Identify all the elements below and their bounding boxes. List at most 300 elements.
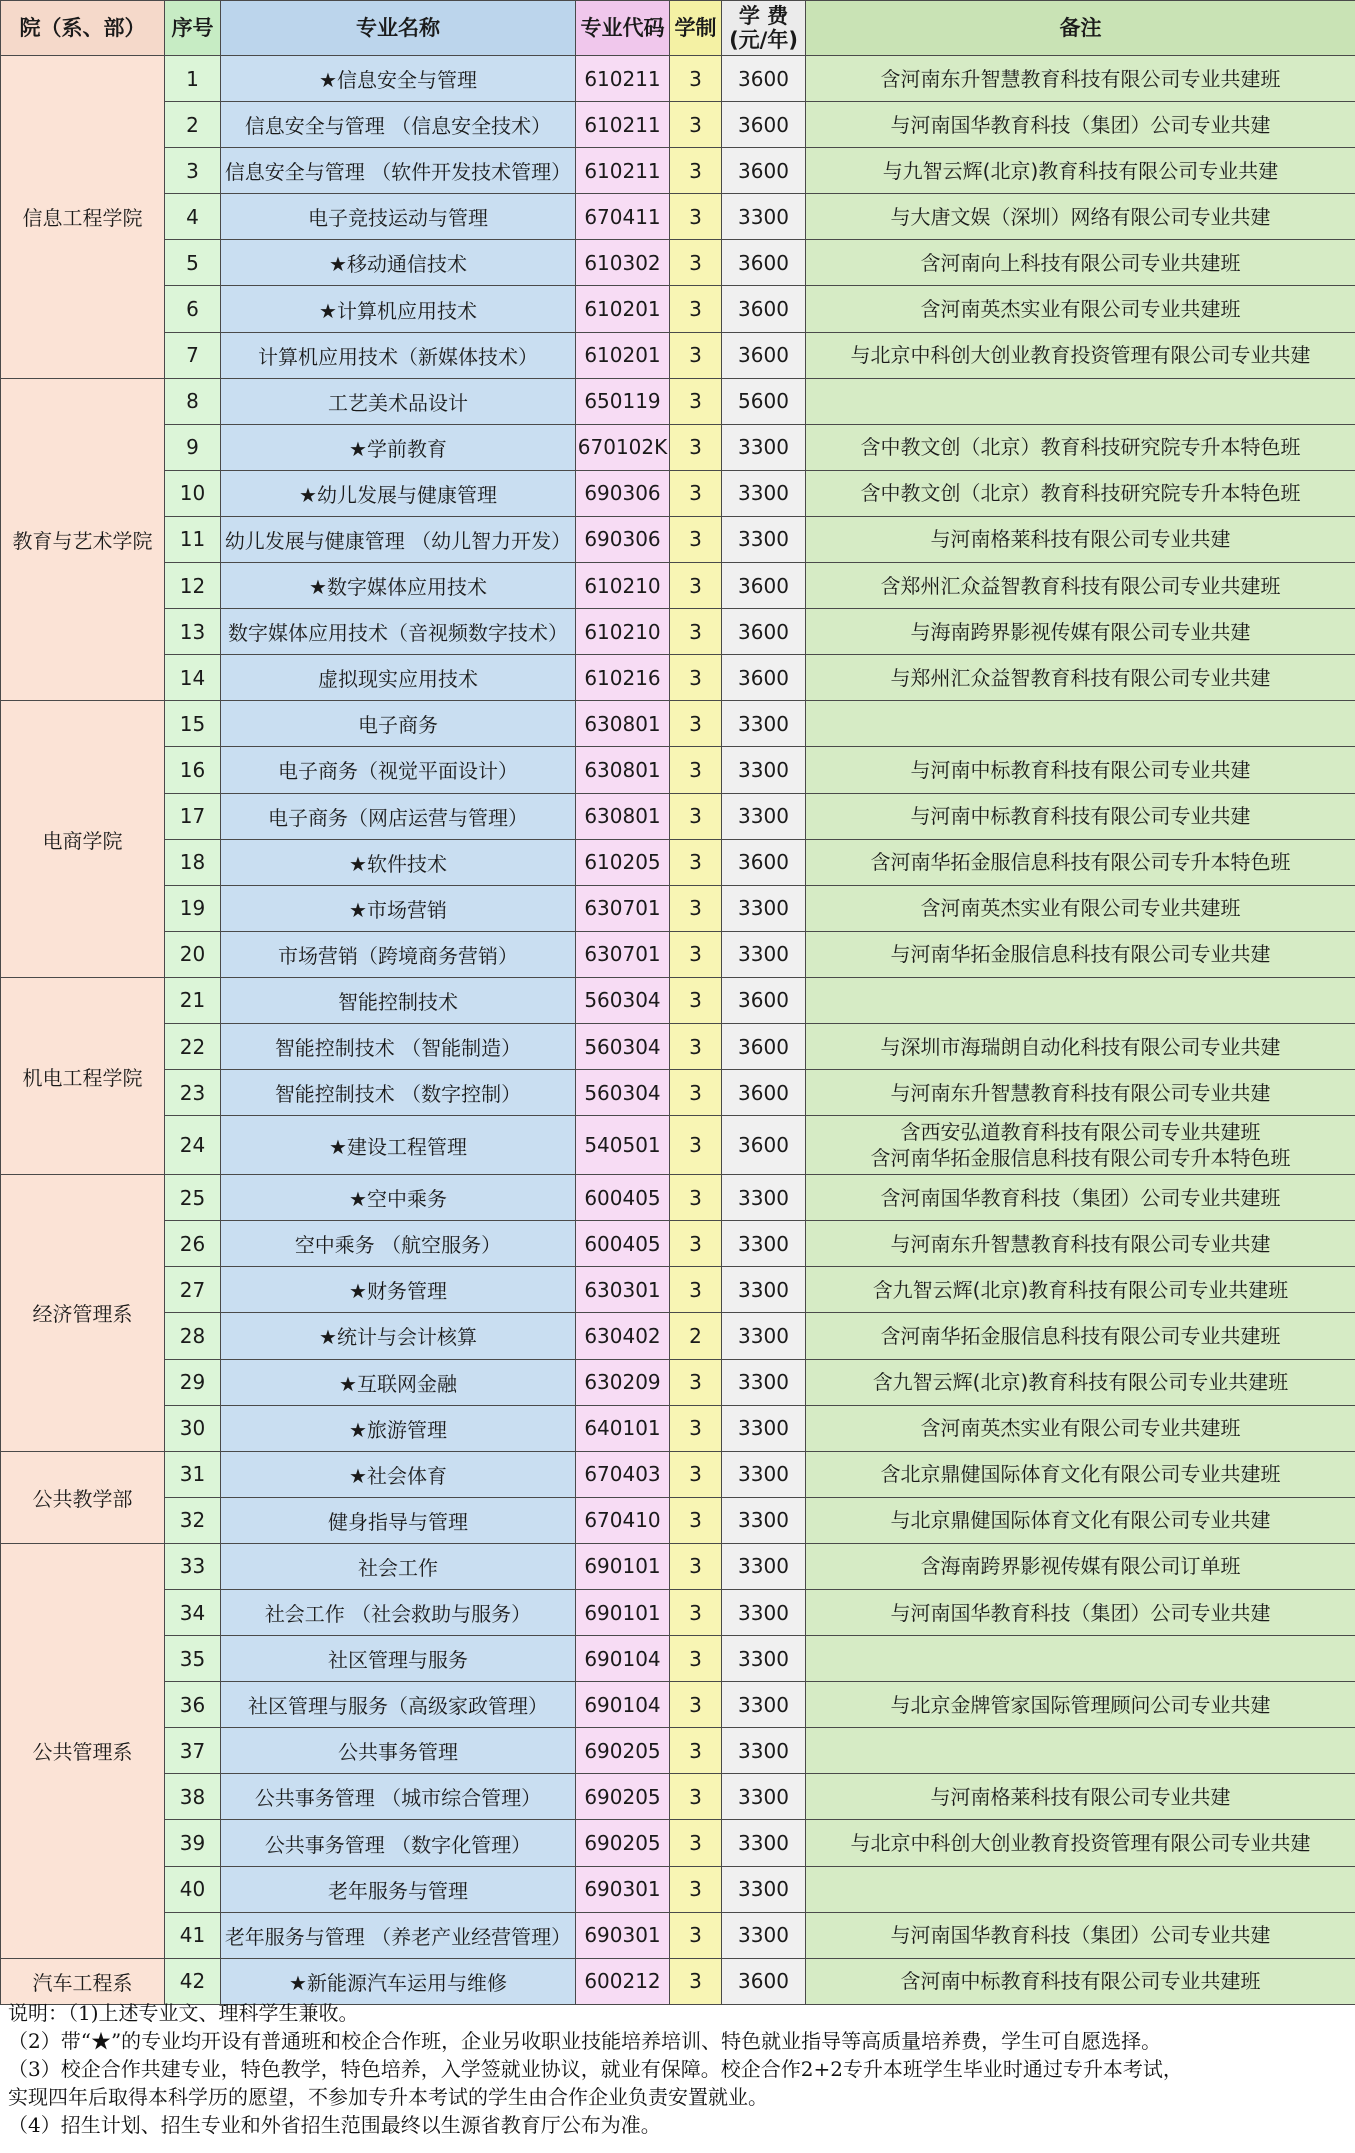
years-cell: 3	[670, 1912, 722, 1958]
note-cell	[806, 793, 1355, 839]
major-code-cell: 610302	[576, 240, 670, 286]
table-row	[1, 1405, 1355, 1451]
years-cell: 3	[670, 839, 722, 885]
major-name-cell: 智能控制技术	[221, 977, 576, 1023]
table-row	[1, 1497, 1355, 1543]
college-cell: 公共管理系	[1, 1543, 165, 1958]
seq-cell: 26	[165, 1221, 221, 1267]
table-row	[1, 655, 1355, 701]
seq-cell: 16	[165, 747, 221, 793]
note-text: 含海南跨界影视传媒有限公司订单班	[920, 1554, 1241, 1579]
note-cell	[806, 747, 1355, 793]
years-cell: 3	[670, 1543, 722, 1589]
major-code-cell: 610210	[576, 563, 670, 609]
major-name-cell: 电子竞技运动与管理	[221, 194, 576, 240]
seq-cell: 11	[165, 516, 221, 562]
seq-cell: 22	[165, 1023, 221, 1069]
note-cell	[806, 1682, 1355, 1728]
major-code-cell: 690301	[576, 1866, 670, 1912]
major-code-cell: 610201	[576, 332, 670, 378]
major-name-cell: 公共事务管理	[221, 1728, 576, 1774]
fee-cell: 3600	[722, 1023, 806, 1069]
fee-cell: 3600	[722, 286, 806, 332]
years-cell: 3	[670, 516, 722, 562]
fee-cell: 3600	[722, 332, 806, 378]
years-cell: 3	[670, 1023, 722, 1069]
major-code-cell: 690306	[576, 516, 670, 562]
table-row	[1, 286, 1355, 332]
note-text: 与河南国华教育科技（集团）公司专业共建	[890, 1923, 1271, 1948]
table-row	[1, 1543, 1355, 1589]
note-cell	[806, 1543, 1355, 1589]
note-text: 与深圳市海瑞朗自动化科技有限公司专业共建	[880, 1034, 1281, 1059]
years-cell: 3	[670, 1070, 722, 1116]
note-cell	[806, 1267, 1355, 1313]
fee-cell: 3600	[722, 977, 806, 1023]
fee-cell: 3300	[722, 1682, 806, 1728]
seq-cell: 40	[165, 1866, 221, 1912]
seq-cell: 31	[165, 1451, 221, 1497]
header-note: 备注	[806, 1, 1355, 56]
note-text: 含河南华拓金服信息科技有限公司专升本特色班	[870, 1146, 1291, 1171]
seq-cell: 14	[165, 655, 221, 701]
fee-cell: 3300	[722, 1175, 806, 1221]
fee-cell: 3600	[722, 1116, 806, 1175]
major-code-cell: 690104	[576, 1682, 670, 1728]
note-text: 含河南英杰实业有限公司专业共建班	[920, 297, 1241, 322]
note-text: 与北京金牌管家国际管理顾问公司专业共建	[890, 1692, 1271, 1717]
note-text: 与北京鼎健国际体育文化有限公司专业共建	[890, 1508, 1271, 1533]
major-name-cell: 信息安全与管理 （软件开发技术管理）	[221, 148, 576, 194]
seq-cell: 4	[165, 194, 221, 240]
note-cell	[806, 516, 1355, 562]
fee-cell: 3600	[722, 56, 806, 102]
major-name-cell: ★学前教育	[221, 424, 576, 470]
years-cell: 3	[670, 885, 722, 931]
note-text: 含中教文创（北京）教育科技研究院专升本特色班	[860, 435, 1301, 460]
seq-cell: 29	[165, 1359, 221, 1405]
note-line: （3）校企合作共建专业，特色教学，特色培养，入学签就业协议，就业有保障。校企合作2+2专升本班学生毕业时通过专升本考试，	[8, 2057, 1183, 2081]
table-row	[1, 931, 1355, 977]
fee-cell: 3300	[722, 194, 806, 240]
major-code-cell: 610211	[576, 56, 670, 102]
years-cell: 3	[670, 1451, 722, 1497]
college-cell: 经济管理系	[1, 1175, 165, 1452]
seq-cell: 13	[165, 609, 221, 655]
years-cell: 2	[670, 1313, 722, 1359]
major-name-cell: ★互联网金融	[221, 1359, 576, 1405]
major-code-cell: 640101	[576, 1405, 670, 1451]
note-text: 与海南跨界影视传媒有限公司专业共建	[910, 619, 1251, 644]
fee-cell: 3300	[722, 1820, 806, 1866]
years-cell: 3	[670, 1728, 722, 1774]
note-text: 含河南中标教育科技有限公司专业共建班	[900, 1969, 1261, 1994]
note-cell	[806, 1497, 1355, 1543]
note-cell	[806, 286, 1355, 332]
years-cell: 3	[670, 701, 722, 747]
note-text: 含河南向上科技有限公司专业共建班	[920, 250, 1241, 275]
note-cell	[806, 609, 1355, 655]
major-name-cell: 信息安全与管理 （信息安全技术）	[221, 102, 576, 148]
major-code-cell: 670403	[576, 1451, 670, 1497]
major-name-cell: ★空中乘务	[221, 1175, 576, 1221]
note-text: 含河南东升智慧教育科技有限公司专业共建班	[880, 66, 1281, 91]
fee-cell: 3300	[722, 1405, 806, 1451]
fee-cell: 3600	[722, 102, 806, 148]
major-code-cell: 690104	[576, 1636, 670, 1682]
seq-cell: 12	[165, 563, 221, 609]
table-row	[1, 1820, 1355, 1866]
fee-cell: 3300	[722, 470, 806, 516]
note-text: 与河南格莱科技有限公司专业共建	[930, 527, 1231, 552]
years-cell: 3	[670, 424, 722, 470]
fee-cell: 3300	[722, 1497, 806, 1543]
note-cell	[806, 1070, 1355, 1116]
major-name-cell: ★社会体育	[221, 1451, 576, 1497]
fee-cell: 3300	[722, 1313, 806, 1359]
header-name: 专业名称	[221, 1, 576, 56]
years-cell: 3	[670, 793, 722, 839]
table-row	[1, 56, 1355, 102]
table-row	[1, 148, 1355, 194]
note-text: 与河南格莱科技有限公司专业共建	[930, 1784, 1231, 1809]
note-line: （2）带“★”的专业均开设有普通班和校企合作班，企业另收职业技能培养培训、特色就业指导等高质量培养费，学生可自愿选择。	[8, 2029, 1162, 2053]
major-name-cell: 计算机应用技术（新媒体技术）	[221, 332, 576, 378]
major-code-cell: 600405	[576, 1175, 670, 1221]
table-row	[1, 194, 1355, 240]
major-code-cell: 610216	[576, 655, 670, 701]
note-text: 含九智云辉(北京)教育科技有限公司专业共建班	[872, 1370, 1289, 1395]
header-seq: 序号	[165, 1, 221, 56]
seq-cell: 21	[165, 977, 221, 1023]
note-cell	[806, 332, 1355, 378]
years-cell: 3	[670, 747, 722, 793]
seq-cell: 41	[165, 1912, 221, 1958]
note-line: （4）招生计划、招生专业和外省招生范围最终以生源省教育厅公布为准。	[8, 2113, 661, 2137]
seq-cell: 10	[165, 470, 221, 516]
note-text: 与河南东升智慧教育科技有限公司专业共建	[890, 1231, 1271, 1256]
major-name-cell: 智能控制技术 （智能制造）	[221, 1023, 576, 1069]
major-code-cell: 560304	[576, 977, 670, 1023]
major-code-cell: 690101	[576, 1590, 670, 1636]
years-cell: 3	[670, 1267, 722, 1313]
note-cell	[806, 885, 1355, 931]
seq-cell: 25	[165, 1175, 221, 1221]
major-code-cell: 690205	[576, 1774, 670, 1820]
table-row	[1, 1451, 1355, 1497]
major-name-cell: ★数字媒体应用技术	[221, 563, 576, 609]
major-code-cell: 630301	[576, 1267, 670, 1313]
major-name-cell: ★统计与会计核算	[221, 1313, 576, 1359]
major-name-cell: 数字媒体应用技术（音视频数字技术）	[221, 609, 576, 655]
table-row	[1, 1221, 1355, 1267]
fee-cell: 3300	[722, 1774, 806, 1820]
seq-cell: 38	[165, 1774, 221, 1820]
note-cell	[806, 1221, 1355, 1267]
table-row	[1, 1774, 1355, 1820]
fee-cell: 3300	[722, 1728, 806, 1774]
header-college: 院（系、部）	[1, 1, 165, 56]
table-row	[1, 747, 1355, 793]
note-text: 含河南英杰实业有限公司专业共建班	[920, 896, 1241, 921]
note-cell	[806, 1820, 1355, 1866]
major-name-cell: ★移动通信技术	[221, 240, 576, 286]
table-row	[1, 102, 1355, 148]
major-name-cell: 市场营销（跨境商务营销）	[221, 931, 576, 977]
years-cell: 3	[670, 1221, 722, 1267]
years-cell: 3	[670, 194, 722, 240]
major-name-cell: 幼儿发展与健康管理 （幼儿智力开发）	[221, 516, 576, 562]
seq-cell: 24	[165, 1116, 221, 1175]
header-years: 学制	[670, 1, 722, 56]
fee-cell: 3600	[722, 1070, 806, 1116]
major-code-cell: 690301	[576, 1912, 670, 1958]
fee-cell: 3300	[722, 1221, 806, 1267]
note-cell	[806, 240, 1355, 286]
note-text: 与九智云辉(北京)教育科技有限公司专业共建	[882, 158, 1279, 183]
major-code-cell: 630209	[576, 1359, 670, 1405]
seq-cell: 20	[165, 931, 221, 977]
years-cell: 3	[670, 470, 722, 516]
note-text: 含西安弘道教育科技有限公司专业共建班	[900, 1120, 1261, 1145]
note-cell	[806, 1636, 1355, 1682]
years-cell: 3	[670, 1116, 722, 1175]
fee-cell: 3300	[722, 516, 806, 562]
table-row	[1, 1313, 1355, 1359]
major-code-cell: 610201	[576, 286, 670, 332]
note-cell	[806, 1958, 1355, 2004]
note-text: 与北京中科创大创业教育投资管理有限公司专业共建	[850, 343, 1311, 368]
fee-cell: 3600	[722, 148, 806, 194]
years-cell: 3	[670, 1590, 722, 1636]
note-line: 说明：（1)上述专业文、理科学生兼收。	[8, 2001, 359, 2025]
major-code-cell: 560304	[576, 1023, 670, 1069]
major-name-cell: ★信息安全与管理	[221, 56, 576, 102]
seq-cell: 34	[165, 1590, 221, 1636]
college-cell: 公共教学部	[1, 1451, 165, 1543]
seq-cell: 33	[165, 1543, 221, 1589]
fee-cell: 3300	[722, 747, 806, 793]
major-code-cell: 690101	[576, 1543, 670, 1589]
table-row	[1, 1728, 1355, 1774]
table-row	[1, 378, 1355, 424]
note-cell	[806, 102, 1355, 148]
table-row	[1, 240, 1355, 286]
note-cell	[806, 1451, 1355, 1497]
fee-cell: 3300	[722, 793, 806, 839]
note-text: 与郑州汇众益智教育科技有限公司专业共建	[890, 665, 1271, 690]
years-cell: 3	[670, 609, 722, 655]
seq-cell: 39	[165, 1820, 221, 1866]
note-cell	[806, 1175, 1355, 1221]
note-text: 含中教文创（北京）教育科技研究院专升本特色班	[860, 481, 1301, 506]
note-text: 含郑州汇众益智教育科技有限公司专业共建班	[880, 573, 1281, 598]
note-text: 与河南中标教育科技有限公司专业共建	[910, 804, 1251, 829]
years-cell: 3	[670, 1175, 722, 1221]
major-code-cell: 630801	[576, 747, 670, 793]
note-cell	[806, 470, 1355, 516]
fee-cell: 3300	[722, 1636, 806, 1682]
fee-cell: 3600	[722, 1958, 806, 2004]
note-text: 含河南华拓金服信息科技有限公司专升本特色班	[870, 850, 1291, 875]
fee-cell: 3600	[722, 655, 806, 701]
note-cell	[806, 1590, 1355, 1636]
major-name-cell: ★软件技术	[221, 839, 576, 885]
years-cell: 3	[670, 931, 722, 977]
table-row	[1, 563, 1355, 609]
fee-cell: 3600	[722, 240, 806, 286]
years-cell: 3	[670, 655, 722, 701]
seq-cell: 2	[165, 102, 221, 148]
note-cell	[806, 701, 1355, 747]
major-name-cell: 公共事务管理 （数字化管理）	[221, 1820, 576, 1866]
major-name-cell: 电子商务	[221, 701, 576, 747]
major-code-cell: 690205	[576, 1728, 670, 1774]
major-name-cell: ★旅游管理	[221, 1405, 576, 1451]
years-cell: 3	[670, 1497, 722, 1543]
college-cell: 信息工程学院	[1, 56, 165, 379]
major-code-cell: 650119	[576, 378, 670, 424]
note-cell	[806, 148, 1355, 194]
years-cell: 3	[670, 286, 722, 332]
years-cell: 3	[670, 1866, 722, 1912]
table-row	[1, 1866, 1355, 1912]
years-cell: 3	[670, 1359, 722, 1405]
major-name-cell: 健身指导与管理	[221, 1497, 576, 1543]
fee-cell: 3300	[722, 931, 806, 977]
fee-cell: 3600	[722, 563, 806, 609]
major-name-cell: 工艺美术品设计	[221, 378, 576, 424]
college-cell: 电商学院	[1, 701, 165, 978]
note-text: 与北京中科创大创业教育投资管理有限公司专业共建	[850, 1831, 1311, 1856]
header-fee: 学 费 (元/年)	[722, 1, 806, 56]
note-text: 含九智云辉(北京)教育科技有限公司专业共建班	[872, 1277, 1289, 1302]
note-cell	[806, 1728, 1355, 1774]
note-cell	[806, 931, 1355, 977]
header-code: 专业代码	[576, 1, 670, 56]
table-row	[1, 1359, 1355, 1405]
major-code-cell: 670102K	[576, 424, 670, 470]
table-row	[1, 885, 1355, 931]
years-cell: 3	[670, 1774, 722, 1820]
seq-cell: 18	[165, 839, 221, 885]
major-code-cell: 630402	[576, 1313, 670, 1359]
major-code-cell: 630801	[576, 701, 670, 747]
major-name-cell: ★市场营销	[221, 885, 576, 931]
fee-cell: 3300	[722, 1912, 806, 1958]
seq-cell: 23	[165, 1070, 221, 1116]
years-cell: 3	[670, 378, 722, 424]
major-code-cell: 560304	[576, 1070, 670, 1116]
fee-cell: 3300	[722, 1359, 806, 1405]
table-row	[1, 1116, 1355, 1175]
table-row	[1, 424, 1355, 470]
seq-cell: 17	[165, 793, 221, 839]
table-row	[1, 516, 1355, 562]
major-code-cell: 630701	[576, 931, 670, 977]
note-text: 与河南中标教育科技有限公司专业共建	[910, 757, 1251, 782]
note-cell	[806, 194, 1355, 240]
major-code-cell: 610211	[576, 148, 670, 194]
major-code-cell: 600212	[576, 1958, 670, 2004]
college-cell: 教育与艺术学院	[1, 378, 165, 701]
note-text: 与河南东升智慧教育科技有限公司专业共建	[890, 1080, 1271, 1105]
note-cell	[806, 56, 1355, 102]
seq-cell: 1	[165, 56, 221, 102]
table-row	[1, 977, 1355, 1023]
years-cell: 3	[670, 56, 722, 102]
note-cell	[806, 1116, 1355, 1175]
note-cell	[806, 977, 1355, 1023]
major-code-cell: 690205	[576, 1820, 670, 1866]
table-row	[1, 609, 1355, 655]
fee-cell: 3300	[722, 424, 806, 470]
note-cell	[806, 839, 1355, 885]
note-cell	[806, 1313, 1355, 1359]
major-name-cell: ★计算机应用技术	[221, 286, 576, 332]
table-row	[1, 1267, 1355, 1313]
major-name-cell: ★建设工程管理	[221, 1116, 576, 1175]
note-text: 含河南华拓金服信息科技有限公司专业共建班	[880, 1323, 1281, 1348]
seq-cell: 37	[165, 1728, 221, 1774]
header-row	[1, 1, 1355, 56]
major-name-cell: 空中乘务 （航空服务）	[221, 1221, 576, 1267]
table-row	[1, 1912, 1355, 1958]
years-cell: 3	[670, 240, 722, 286]
fee-cell: 3600	[722, 839, 806, 885]
seq-cell: 7	[165, 332, 221, 378]
major-name-cell: 社会工作 （社会救助与服务）	[221, 1590, 576, 1636]
years-cell: 3	[670, 1820, 722, 1866]
table-row	[1, 1590, 1355, 1636]
fee-cell: 3300	[722, 1267, 806, 1313]
years-cell: 3	[670, 1405, 722, 1451]
note-line: 实现四年后取得本科学历的愿望，不参加专升本考试的学生由合作企业负责安置就业。	[8, 2085, 768, 2109]
major-code-cell: 630701	[576, 885, 670, 931]
years-cell: 3	[670, 1682, 722, 1728]
years-cell: 3	[670, 1636, 722, 1682]
major-code-cell: 610205	[576, 839, 670, 885]
major-name-cell: 电子商务（网店运营与管理）	[221, 793, 576, 839]
major-name-cell: 老年服务与管理	[221, 1866, 576, 1912]
seq-cell: 32	[165, 1497, 221, 1543]
major-name-cell: 社会工作	[221, 1543, 576, 1589]
major-code-cell: 630801	[576, 793, 670, 839]
table-row	[1, 1023, 1355, 1069]
seq-cell: 30	[165, 1405, 221, 1451]
years-cell: 3	[670, 332, 722, 378]
seq-cell: 8	[165, 378, 221, 424]
note-cell	[806, 378, 1355, 424]
seq-cell: 9	[165, 424, 221, 470]
fee-cell: 3300	[722, 1451, 806, 1497]
note-cell	[806, 1405, 1355, 1451]
major-name-cell: 智能控制技术 （数字控制）	[221, 1070, 576, 1116]
note-text: 与河南国华教育科技（集团）公司专业共建	[890, 1600, 1271, 1625]
note-text: 与河南华拓金服信息科技有限公司专业共建	[890, 942, 1271, 967]
major-code-cell: 670410	[576, 1497, 670, 1543]
fee-cell: 3300	[722, 1590, 806, 1636]
major-name-cell: 老年服务与管理 （养老产业经营管理）	[221, 1912, 576, 1958]
fee-cell: 3300	[722, 1866, 806, 1912]
seq-cell: 35	[165, 1636, 221, 1682]
major-name-cell: ★幼儿发展与健康管理	[221, 470, 576, 516]
note-text: 含河南国华教育科技（集团）公司专业共建班	[880, 1185, 1281, 1210]
major-code-cell: 540501	[576, 1116, 670, 1175]
table-row	[1, 1682, 1355, 1728]
major-name-cell: ★新能源汽车运用与维修	[221, 1958, 576, 2004]
major-code-cell: 690306	[576, 470, 670, 516]
